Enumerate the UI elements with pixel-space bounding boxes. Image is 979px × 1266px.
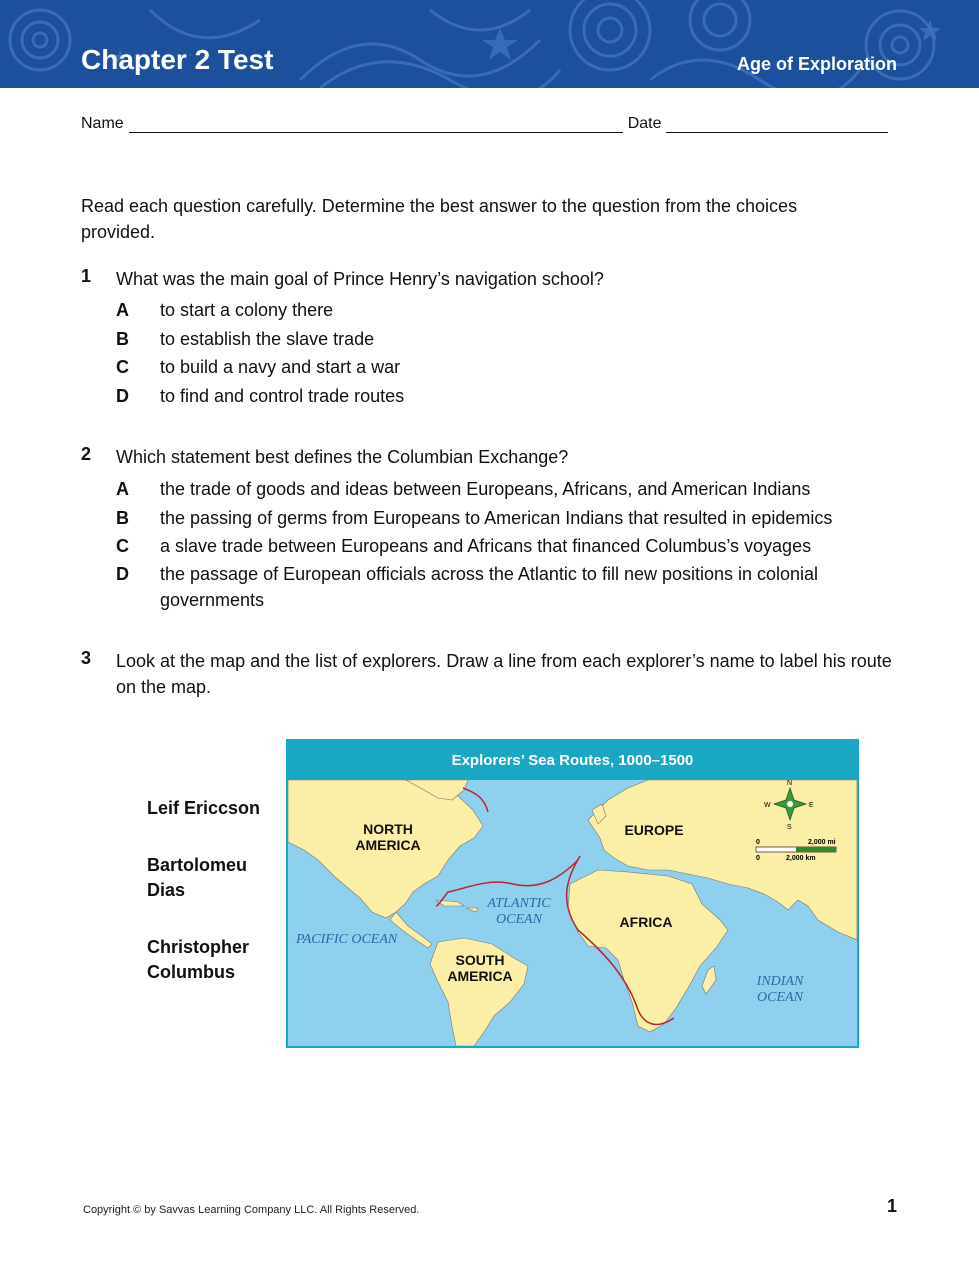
choice-letter: A bbox=[116, 479, 129, 499]
page-number: 1 bbox=[886, 1196, 897, 1216]
compass-s: S bbox=[787, 824, 792, 831]
label-north-america: NORTH AMERICA bbox=[355, 821, 421, 853]
label-atlantic-ocean: ATLANTIC OCEAN bbox=[487, 896, 551, 927]
choice-letter: A bbox=[116, 300, 129, 320]
question-number: 2 bbox=[81, 444, 92, 464]
choice-letter: C bbox=[116, 357, 129, 377]
choice-letter: D bbox=[116, 386, 129, 406]
name-field[interactable] bbox=[129, 115, 623, 133]
explorer-leif-ericcson[interactable]: Leif Ericcson bbox=[147, 798, 261, 818]
compass-n: N bbox=[787, 780, 793, 787]
choice-letter: D bbox=[116, 564, 129, 584]
world-map bbox=[288, 780, 857, 1046]
question-text: Look at the map and the list of explorers. Draw a line from each explorer’s name to label his route on the map. bbox=[116, 651, 892, 697]
question-number: 1 bbox=[81, 266, 92, 286]
choice-text: the passing of germs from Europeans to American Indians that resulted in epidemics bbox=[160, 508, 833, 528]
date-label: Date bbox=[627, 115, 662, 132]
scale-zero-km: 0 bbox=[756, 855, 760, 862]
chapter-subtitle: Age of Exploration bbox=[736, 54, 897, 74]
question-number: 3 bbox=[81, 648, 92, 668]
name-label: Name bbox=[81, 115, 124, 132]
scale-zero-mi: 0 bbox=[756, 839, 760, 846]
compass-e: E bbox=[809, 802, 814, 809]
explorer-christopher-columbus[interactable]: Christopher Columbus bbox=[147, 937, 250, 982]
label-europe: EUROPE bbox=[624, 822, 684, 838]
label-africa: AFRICA bbox=[619, 914, 673, 930]
choice-text: the passage of European officials across the Atlantic to fill new positions in colonial governments bbox=[160, 564, 819, 610]
choice-text: a slave trade between Europeans and Africans that financed Columbus’s voyages bbox=[160, 536, 812, 556]
choice-letter: B bbox=[116, 329, 129, 349]
choice-letter: C bbox=[116, 536, 129, 556]
map-title: Explorers’ Sea Routes, 1000–1500 bbox=[288, 741, 857, 780]
instructions: Read each question carefully. Determine the best answer to the question from the choices provided. bbox=[81, 196, 798, 242]
question-text: Which statement best defines the Columbian Exchange? bbox=[116, 447, 569, 467]
sea-routes-map[interactable] bbox=[286, 739, 859, 1048]
choice-text: to build a navy and start a war bbox=[160, 357, 401, 377]
label-indian-ocean: INDIAN OCEAN bbox=[756, 974, 804, 1005]
choice-text: to find and control trade routes bbox=[160, 386, 405, 406]
header-banner bbox=[0, 0, 979, 88]
date-field[interactable] bbox=[666, 115, 888, 133]
choice-letter: B bbox=[116, 508, 129, 528]
scale-km: 2,000 km bbox=[786, 855, 816, 862]
question-text: What was the main goal of Prince Henry’s navigation school? bbox=[116, 269, 604, 289]
choice-text: to establish the slave trade bbox=[160, 329, 375, 349]
choice-text: to start a colony there bbox=[160, 300, 334, 320]
label-pacific-ocean: PACIFIC OCEAN bbox=[296, 932, 398, 947]
compass-w: W bbox=[764, 802, 771, 809]
label-south-america: SOUTH AMERICA bbox=[447, 952, 513, 984]
explorer-bartolomeu-dias[interactable]: Bartolomeu Dias bbox=[147, 855, 248, 900]
name-date-row bbox=[81, 115, 897, 133]
scale-miles: 2,000 mi bbox=[808, 839, 836, 846]
copyright-footer: Copyright © by Savvas Learning Company LLC. All Rights Reserved. bbox=[83, 1204, 420, 1216]
choice-text: the trade of goods and ideas between Europeans, Africans, and American Indians bbox=[160, 479, 811, 499]
chapter-title: Chapter 2 Test bbox=[81, 44, 274, 75]
